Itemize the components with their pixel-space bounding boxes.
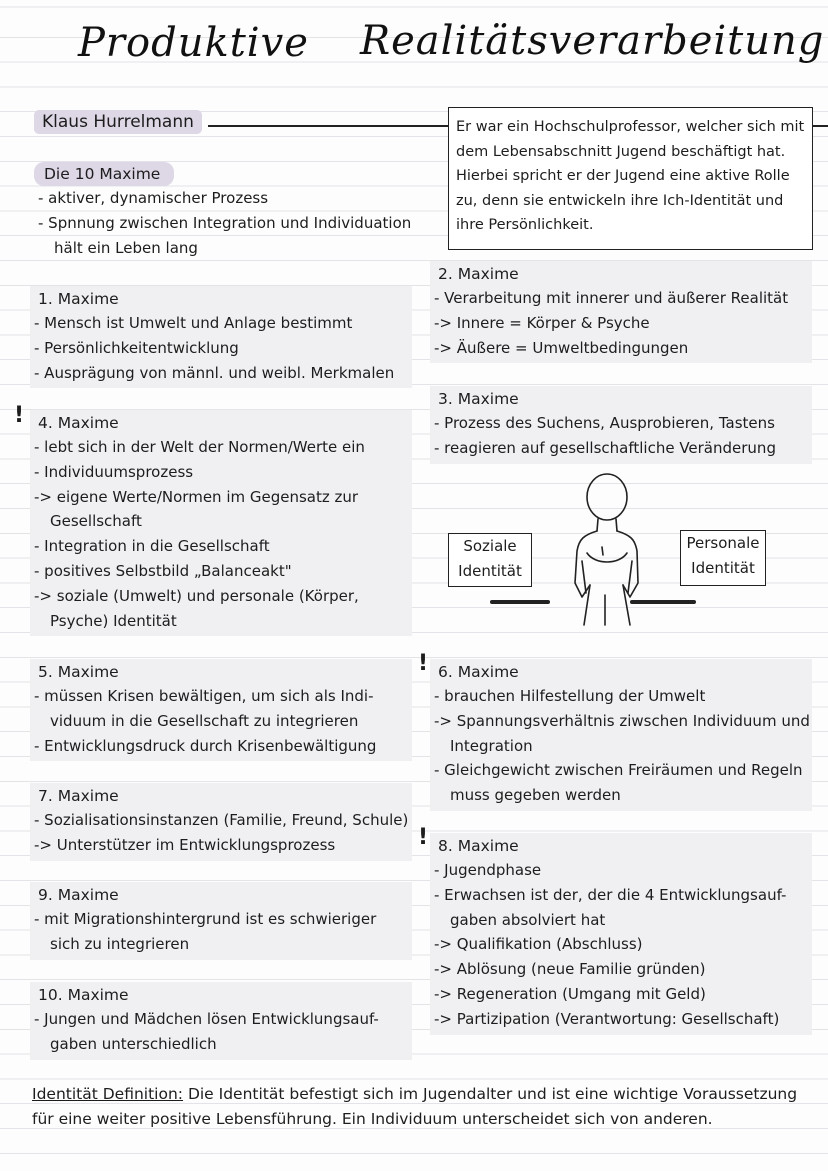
- maxim-line: viduum in die Gesellschaft zu integrieren: [50, 711, 359, 730]
- intro-line: - aktiver, dynamischer Prozess: [38, 189, 269, 207]
- maxim-line: -> Unterstützer im Entwicklungsprozess: [34, 835, 336, 854]
- author-name: Klaus Hurrelmann: [34, 110, 202, 134]
- maxim-heading: 4. Maxime: [38, 414, 119, 432]
- maxim-line: - lebt sich in der Welt der Normen/Werte ein: [34, 438, 365, 456]
- maxim-line: -> Ablösung (neue Familie gründen): [434, 960, 706, 979]
- title-part-2: Realitätsverarbeitung: [360, 18, 825, 64]
- maxim-line: gaben unterschiedlich: [50, 1034, 217, 1053]
- maxim-line: -> Innere = Körper & Psyche: [434, 313, 650, 332]
- intro-line: - Spnnung zwischen Integration und Individuation: [38, 213, 412, 232]
- maxim-line: - Gleichgewicht zwischen Freiräumen und Regeln: [434, 761, 803, 780]
- intro-line: hält ein Leben lang: [54, 238, 198, 257]
- maxim-line: - brauchen Hilfestellung der Umwelt: [434, 687, 706, 705]
- maxim-line: - Verarbeitung mit innerer und äußerer Realität: [434, 289, 789, 307]
- social-identity-label-1: Soziale: [463, 537, 517, 555]
- maxim-2: [430, 261, 812, 363]
- maxim-9: [30, 882, 412, 960]
- maxim-line: -> soziale (Umwelt) und personale (Körper,: [34, 586, 359, 605]
- title-part-1: Produktive: [78, 20, 309, 66]
- person-figure-illustration: [480, 465, 760, 635]
- maxim-heading: 5. Maxime: [38, 663, 119, 681]
- maxim-line: - mit Migrationshintergrund ist es schwieriger: [34, 910, 377, 928]
- maxim-line: Psyche) Identität: [50, 611, 177, 630]
- maxim-line: muss gegeben werden: [450, 786, 621, 805]
- maxim-4: [30, 410, 412, 636]
- identity-definition: [32, 1082, 812, 1132]
- maxim-6: [430, 659, 812, 811]
- maxim-line: - Prozess des Suchens, Ausprobieren, Tastens: [434, 414, 775, 432]
- exclamation-mark: !: [418, 825, 429, 850]
- maxim-line: - Sozialisationsinstanzen (Familie, Freund, Schule): [34, 811, 409, 829]
- maxim-line: Integration: [450, 736, 533, 755]
- maxim-line: -> Qualifikation (Abschluss): [434, 935, 643, 954]
- maxim-heading: 3. Maxime: [438, 390, 519, 408]
- maxim-1: [30, 286, 412, 388]
- maxim-line: - reagieren auf gesellschaftliche Veränderung: [434, 438, 776, 457]
- maxim-line: -> eigene Werte/Normen im Gegensatz zur: [34, 487, 359, 506]
- maxim-heading: 7. Maxime: [38, 787, 119, 805]
- maxim-line: - Ausprägung von männl. und weibl. Merkmalen: [34, 363, 395, 382]
- maxim-line: -> Äußere = Umweltbedingungen: [434, 338, 689, 357]
- maxim-line: - Jungen und Mädchen lösen Entwicklungsauf-: [34, 1010, 379, 1028]
- maxim-line: - Jugendphase: [434, 861, 542, 879]
- maxim-5: [30, 659, 412, 761]
- bio-box: Er war ein Hochschulprofessor, welcher sich mit dem Lebensabschnitt Jugend beschäftigt hat. Hierbei spricht er der Jugend eine aktive Rolle zu, denn sie entwickeln ihre Ich-Identität und ihre Persönlichkeit.: [448, 107, 813, 250]
- intro-heading: Die 10 Maxime: [34, 162, 174, 186]
- social-identity-label-2: Identität: [458, 562, 522, 580]
- maxim-line: sich zu integrieren: [50, 934, 190, 953]
- maxim-line: - Mensch ist Umwelt und Anlage bestimmt: [34, 314, 353, 332]
- maxim-heading: 10. Maxime: [38, 986, 129, 1004]
- maxim-line: Gesellschaft: [50, 512, 142, 531]
- maxim-heading: 2. Maxime: [438, 265, 519, 283]
- personal-identity-label-2: Identität: [691, 559, 755, 577]
- maxim-line: - positives Selbstbild „Balanceakt": [34, 561, 292, 580]
- maxim-7: [30, 783, 412, 861]
- maxim-heading: 1. Maxime: [38, 290, 119, 308]
- maxim-line: -> Partizipation (Verantwortung: Gesellschaft): [434, 1009, 780, 1028]
- maxim-line: - Integration in die Gesellschaft: [34, 537, 270, 556]
- maxim-line: - Erwachsen ist der, der die 4 Entwicklungsauf-: [434, 885, 787, 904]
- maxim-line: - Persönlichkeitentwicklung: [34, 338, 239, 357]
- maxim-line: -> Spannungsverhältnis ziwschen Individuum und: [434, 711, 810, 730]
- maxim-line: gaben absolviert hat: [450, 910, 606, 929]
- maxim-line: - Individuumsprozess: [34, 462, 194, 481]
- definition-text: Die Identität befestigt sich im Jugendalter und ist eine wichtige Voraussetzung für eine weiter positive Lebensführung. Ein Individuum unterscheidet sich von anderen.: [32, 1085, 798, 1128]
- exclamation-mark: !: [418, 651, 429, 676]
- maxim-10: [30, 982, 412, 1060]
- maxim-heading: 9. Maxime: [38, 886, 119, 904]
- maxim-line: -> Regeneration (Umgang mit Geld): [434, 984, 706, 1003]
- intro-section: [34, 162, 414, 260]
- exclamation-mark: !: [14, 403, 25, 428]
- maxim-8: [430, 833, 812, 1035]
- maxim-heading: 6. Maxime: [438, 663, 519, 681]
- maxim-3: [430, 386, 812, 464]
- maxim-line: - Entwicklungsdruck durch Krisenbewältigung: [34, 736, 377, 755]
- maxim-heading: 8. Maxime: [438, 837, 519, 855]
- maxim-line: - müssen Krisen bewältigen, um sich als Indi-: [34, 687, 374, 705]
- definition-term: Identität Definition:: [32, 1085, 184, 1103]
- personal-identity-label-1: Personale: [686, 534, 760, 552]
